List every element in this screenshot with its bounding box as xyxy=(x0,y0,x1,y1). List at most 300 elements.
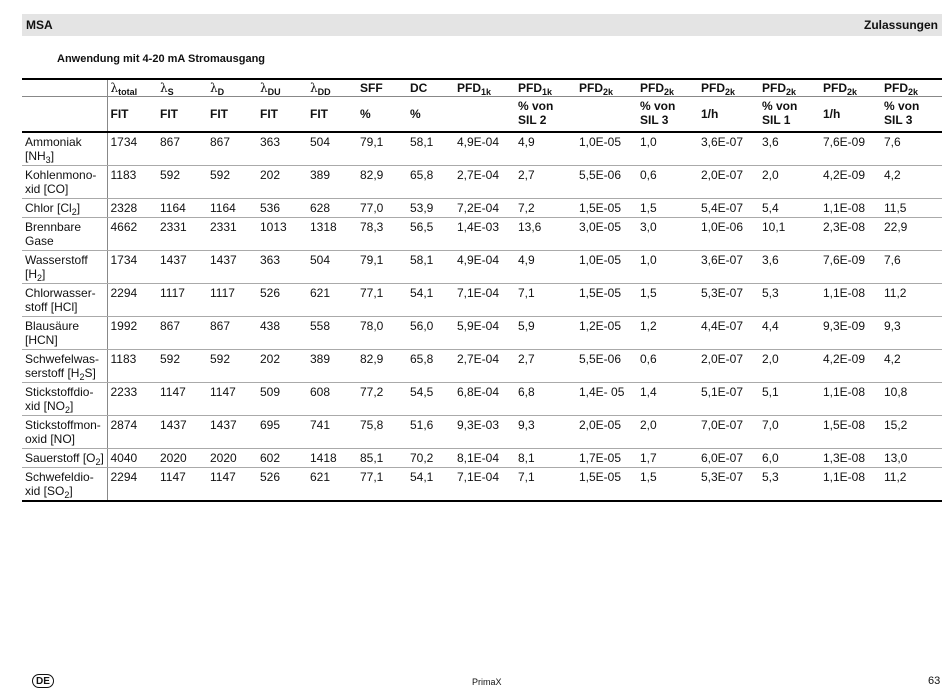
value-cell: 3,6 xyxy=(759,251,820,284)
value-cell: 1,1E-08 xyxy=(820,468,881,502)
gas-name-text: [HCN] xyxy=(25,333,58,347)
header-main-text: SFF xyxy=(360,81,383,95)
value-cell: 1,2 xyxy=(637,317,698,350)
value-cell: 9,3 xyxy=(881,317,942,350)
value-cell: 77,0 xyxy=(357,199,407,218)
value-cell: 5,5E-06 xyxy=(576,350,637,383)
formula-subscript: 2 xyxy=(79,372,85,382)
value-cell: 621 xyxy=(307,284,357,317)
gas-name-line xyxy=(25,484,106,498)
value-cell: 363 xyxy=(257,251,307,284)
header-cell-quantity xyxy=(307,79,357,97)
unit-line-1: 1/h xyxy=(823,107,841,121)
value-cell: 1437 xyxy=(207,251,257,284)
gas-name-cell xyxy=(22,166,107,199)
header-subscript: 2k xyxy=(786,87,797,97)
gas-name-cell xyxy=(22,199,107,218)
unit-line-1: % von xyxy=(762,99,798,113)
value-cell: 1183 xyxy=(107,166,157,199)
unit-line-1: FIT xyxy=(310,107,328,121)
value-cell: 7,6 xyxy=(881,251,942,284)
value-cell: 85,1 xyxy=(357,449,407,468)
value-cell: 1418 xyxy=(307,449,357,468)
value-cell: 78,3 xyxy=(357,218,407,251)
header-cell-quantity xyxy=(576,79,637,97)
formula-subscript: 2 xyxy=(64,490,70,500)
header-subscript: 2k xyxy=(725,87,736,97)
value-cell: 592 xyxy=(207,350,257,383)
value-cell: 4,2E-09 xyxy=(820,350,881,383)
unit-line-1: % xyxy=(360,107,371,121)
gas-name-line xyxy=(25,201,106,215)
gas-name-cell xyxy=(22,284,107,317)
header-main-text: PFD xyxy=(884,81,908,95)
value-cell: 1,4 xyxy=(637,383,698,416)
unit-line-2: SIL 1 xyxy=(762,113,791,127)
table-row xyxy=(22,199,942,218)
header-cell-quantity xyxy=(698,79,759,97)
gas-name-line xyxy=(25,149,106,163)
gas-name-line xyxy=(25,432,106,446)
value-cell: 2020 xyxy=(157,449,207,468)
header-cell-unit xyxy=(820,97,881,133)
value-cell: 4,4E-07 xyxy=(698,317,759,350)
value-cell: 6,8 xyxy=(515,383,576,416)
gas-name-text: Ammoniak xyxy=(25,135,82,149)
header-cell-quantity xyxy=(454,79,515,97)
value-cell: 5,1E-07 xyxy=(698,383,759,416)
value-cell: 7,2E-04 xyxy=(454,199,515,218)
header-subscript: DD xyxy=(317,87,331,97)
value-cell: 1,2E-05 xyxy=(576,317,637,350)
value-cell: 3,6E-07 xyxy=(698,251,759,284)
gas-name-cell xyxy=(22,468,107,502)
unit-line-1: % von xyxy=(884,99,920,113)
gas-name-text: Schwefeldio- xyxy=(25,470,94,484)
value-cell: 54,1 xyxy=(407,468,454,502)
header-cell-quantity xyxy=(257,79,307,97)
value-cell: 5,3 xyxy=(759,284,820,317)
formula-subscript: 2 xyxy=(71,207,77,217)
gas-name-text: xid [SO xyxy=(25,484,65,498)
unit-line-1: % von xyxy=(518,99,554,113)
gas-name-text: xid [CO] xyxy=(25,182,69,196)
header-cell-unit xyxy=(407,97,454,133)
value-cell: 7,0E-07 xyxy=(698,416,759,449)
value-cell: 7,1 xyxy=(515,468,576,502)
value-cell: 1147 xyxy=(157,383,207,416)
gas-name-line xyxy=(25,333,106,347)
gas-name-line xyxy=(25,470,106,484)
value-cell: 58,1 xyxy=(407,132,454,166)
header-main-text: DC xyxy=(410,81,428,95)
gas-name-cell xyxy=(22,449,107,468)
gas-name-line xyxy=(25,135,106,149)
gas-name-cell xyxy=(22,416,107,449)
formula-suffix: ] xyxy=(69,484,73,498)
value-cell: 0,6 xyxy=(637,166,698,199)
value-cell: 5,4 xyxy=(759,199,820,218)
unit-line-1: FIT xyxy=(160,107,178,121)
value-cell: 3,6E-07 xyxy=(698,132,759,166)
header-main-text: PFD xyxy=(823,81,847,95)
value-cell: 2,7E-04 xyxy=(454,166,515,199)
value-cell: 5,4E-07 xyxy=(698,199,759,218)
value-cell: 2328 xyxy=(107,199,157,218)
value-cell: 2,0E-07 xyxy=(698,166,759,199)
formula-suffix: S] xyxy=(84,366,96,380)
gas-name-cell xyxy=(22,218,107,251)
header-main-text: PFD xyxy=(701,81,725,95)
gas-name-line xyxy=(25,352,106,366)
unit-line-1: FIT xyxy=(260,107,278,121)
value-cell: 202 xyxy=(257,166,307,199)
value-cell: 592 xyxy=(157,166,207,199)
unit-line-1: FIT xyxy=(110,107,129,121)
value-cell: 1183 xyxy=(107,350,157,383)
header-cell-unit xyxy=(207,97,257,133)
header-subscript: D xyxy=(217,87,225,97)
value-cell: 741 xyxy=(307,416,357,449)
value-cell: 1,1E-08 xyxy=(820,284,881,317)
formula-suffix: ] xyxy=(100,451,104,465)
header-cell-quantity xyxy=(207,79,257,97)
value-cell: 4,9E-04 xyxy=(454,132,515,166)
value-cell: 5,3E-07 xyxy=(698,284,759,317)
value-cell: 867 xyxy=(207,317,257,350)
gas-name-text: Gase xyxy=(25,234,54,248)
gas-name-text: Stickstoffdio- xyxy=(25,385,94,399)
value-cell: 51,6 xyxy=(407,416,454,449)
table-row xyxy=(22,251,942,284)
gas-name-cell xyxy=(22,350,107,383)
gas-name-text: [NH xyxy=(25,149,46,163)
value-cell: 2,3E-08 xyxy=(820,218,881,251)
unit-line-2: SIL 3 xyxy=(884,113,913,127)
gas-name-text: Chlor [Cl xyxy=(25,201,72,215)
table-row xyxy=(22,449,942,468)
value-cell: 7,6E-09 xyxy=(820,251,881,284)
value-cell: 1734 xyxy=(107,132,157,166)
value-cell: 526 xyxy=(257,468,307,502)
gas-name-text: stoff [HCl] xyxy=(25,300,78,314)
chapter-label: Zulassungen xyxy=(863,18,938,32)
unit-line-2: SIL 3 xyxy=(640,113,669,127)
gas-name-line xyxy=(25,300,106,314)
table-row xyxy=(22,383,942,416)
gas-name-text: Chlorwasser- xyxy=(25,286,96,300)
value-cell: 7,1E-04 xyxy=(454,284,515,317)
gas-name-line xyxy=(25,451,106,465)
value-cell: 5,3 xyxy=(759,468,820,502)
value-cell: 2331 xyxy=(157,218,207,251)
value-cell: 11,2 xyxy=(881,468,942,502)
gas-name-text: oxid [NO] xyxy=(25,432,76,446)
header-main-text: λ xyxy=(110,81,119,95)
value-cell: 1318 xyxy=(307,218,357,251)
value-cell: 77,1 xyxy=(357,284,407,317)
value-cell: 79,1 xyxy=(357,251,407,284)
gas-name-line xyxy=(25,168,106,182)
value-cell: 2294 xyxy=(107,468,157,502)
header-subscript: 1k xyxy=(542,87,553,97)
value-cell: 621 xyxy=(307,468,357,502)
header-cell-quantity xyxy=(637,79,698,97)
value-cell: 608 xyxy=(307,383,357,416)
value-cell: 9,3 xyxy=(515,416,576,449)
gas-name-line xyxy=(25,267,106,281)
header-main-text: PFD xyxy=(518,81,542,95)
approval-data-table xyxy=(22,78,942,502)
value-cell: 558 xyxy=(307,317,357,350)
header-main-text: PFD xyxy=(762,81,786,95)
value-cell: 628 xyxy=(307,199,357,218)
value-cell: 1,5 xyxy=(637,199,698,218)
table-row xyxy=(22,166,942,199)
gas-name-text: serstoff [H xyxy=(25,366,80,380)
gas-name-line xyxy=(25,399,106,413)
value-cell: 7,2 xyxy=(515,199,576,218)
gas-name-line xyxy=(25,319,106,333)
product-name: PrimaX xyxy=(472,677,502,687)
gas-name-text: Kohlenmono- xyxy=(25,168,97,182)
value-cell: 4,2 xyxy=(881,350,942,383)
value-cell: 5,9E-04 xyxy=(454,317,515,350)
value-cell: 438 xyxy=(257,317,307,350)
header-main-text: λ xyxy=(260,81,268,95)
value-cell: 1,1E-08 xyxy=(820,199,881,218)
formula-subscript: 2 xyxy=(65,405,71,415)
value-cell: 1437 xyxy=(157,251,207,284)
value-cell: 1437 xyxy=(207,416,257,449)
gas-name-text: xid [NO xyxy=(25,399,66,413)
header-row-quantities xyxy=(22,79,942,97)
value-cell: 54,1 xyxy=(407,284,454,317)
formula-suffix: ] xyxy=(42,267,46,281)
gas-name-text: Blausäure xyxy=(25,319,80,333)
value-cell: 22,9 xyxy=(881,218,942,251)
value-cell: 8,1 xyxy=(515,449,576,468)
gas-name-line xyxy=(25,286,106,300)
header-cell-quantity xyxy=(515,79,576,97)
value-cell: 5,1 xyxy=(759,383,820,416)
value-cell: 695 xyxy=(257,416,307,449)
value-cell: 202 xyxy=(257,350,307,383)
value-cell: 867 xyxy=(157,317,207,350)
value-cell: 2,0E-07 xyxy=(698,350,759,383)
value-cell: 77,1 xyxy=(357,468,407,502)
value-cell: 4040 xyxy=(107,449,157,468)
gas-name-cell xyxy=(22,317,107,350)
value-cell: 10,8 xyxy=(881,383,942,416)
gas-name-line xyxy=(25,182,106,196)
value-cell: 58,1 xyxy=(407,251,454,284)
value-cell: 7,6 xyxy=(881,132,942,166)
value-cell: 4662 xyxy=(107,218,157,251)
language-badge: DE xyxy=(32,674,54,688)
value-cell: 6,0 xyxy=(759,449,820,468)
table-head xyxy=(22,79,942,132)
value-cell: 3,6 xyxy=(759,132,820,166)
table-body xyxy=(22,132,942,501)
value-cell: 5,9 xyxy=(515,317,576,350)
value-cell: 1,7 xyxy=(637,449,698,468)
value-cell: 536 xyxy=(257,199,307,218)
value-cell: 1147 xyxy=(207,468,257,502)
header-subscript: DU xyxy=(267,87,281,97)
value-cell: 867 xyxy=(157,132,207,166)
value-cell: 7,1 xyxy=(515,284,576,317)
value-cell: 1992 xyxy=(107,317,157,350)
unit-line-1: 1/h xyxy=(701,107,719,121)
value-cell: 1,5 xyxy=(637,284,698,317)
header-cell-unit xyxy=(454,97,515,133)
gas-name-text: Schwefelwas- xyxy=(25,352,100,366)
header-cell-quantity xyxy=(107,79,157,97)
value-cell: 70,2 xyxy=(407,449,454,468)
value-cell: 2233 xyxy=(107,383,157,416)
value-cell: 6,0E-07 xyxy=(698,449,759,468)
table-row xyxy=(22,468,942,502)
value-cell: 8,1E-04 xyxy=(454,449,515,468)
header-cell-quantity xyxy=(881,79,942,97)
value-cell: 56,0 xyxy=(407,317,454,350)
value-cell: 54,5 xyxy=(407,383,454,416)
header-subscript: 1k xyxy=(481,87,492,97)
gas-name-line xyxy=(25,234,106,248)
header-main-text: PFD xyxy=(640,81,664,95)
value-cell: 1,3E-08 xyxy=(820,449,881,468)
value-cell: 1,5E-05 xyxy=(576,284,637,317)
value-cell: 2,0 xyxy=(759,350,820,383)
value-cell: 509 xyxy=(257,383,307,416)
value-cell: 4,9E-04 xyxy=(454,251,515,284)
value-cell: 4,9 xyxy=(515,132,576,166)
header-subscript: S xyxy=(167,87,174,97)
header-subscript: 2k xyxy=(603,87,614,97)
header-cell-quantity xyxy=(820,79,881,97)
value-cell: 1,0 xyxy=(637,251,698,284)
value-cell: 1734 xyxy=(107,251,157,284)
header-main-text: λ xyxy=(210,81,218,95)
value-cell: 1117 xyxy=(207,284,257,317)
gas-name-line xyxy=(25,366,106,380)
value-cell: 2294 xyxy=(107,284,157,317)
header-cell-unit xyxy=(157,97,207,133)
header-cell-unit xyxy=(515,97,576,133)
value-cell: 1,4E-03 xyxy=(454,218,515,251)
unit-line-2: SIL 2 xyxy=(518,113,547,127)
value-cell: 79,1 xyxy=(357,132,407,166)
formula-suffix: ] xyxy=(70,399,74,413)
value-cell: 4,2 xyxy=(881,166,942,199)
value-cell: 1,1E-08 xyxy=(820,383,881,416)
header-cell-unit xyxy=(107,97,157,133)
value-cell: 1,7E-05 xyxy=(576,449,637,468)
formula-subscript: 2 xyxy=(37,273,43,283)
header-cell-quantity xyxy=(407,79,454,97)
value-cell: 13,0 xyxy=(881,449,942,468)
brand-label: MSA xyxy=(26,18,53,32)
header-main-text: PFD xyxy=(579,81,603,95)
value-cell: 13,6 xyxy=(515,218,576,251)
header-cell-unit xyxy=(257,97,307,133)
header-main-text: PFD xyxy=(457,81,481,95)
value-cell: 9,3E-03 xyxy=(454,416,515,449)
header-cell-unit xyxy=(637,97,698,133)
gas-name-cell xyxy=(22,132,107,166)
gas-name-text: Wasserstoff xyxy=(25,253,88,267)
value-cell: 82,9 xyxy=(357,166,407,199)
value-cell: 65,8 xyxy=(407,166,454,199)
formula-suffix: ] xyxy=(76,201,81,215)
formula-suffix: ] xyxy=(50,149,55,163)
value-cell: 1,5E-08 xyxy=(820,416,881,449)
page-number: 63 xyxy=(928,675,941,687)
value-cell: 1,0E-06 xyxy=(698,218,759,251)
value-cell: 1,5E-05 xyxy=(576,468,637,502)
value-cell: 4,9 xyxy=(515,251,576,284)
value-cell: 11,2 xyxy=(881,284,942,317)
value-cell: 2,7E-04 xyxy=(454,350,515,383)
table-row xyxy=(22,317,942,350)
value-cell: 1,0 xyxy=(637,132,698,166)
value-cell: 4,4 xyxy=(759,317,820,350)
value-cell: 867 xyxy=(207,132,257,166)
header-cell-unit xyxy=(357,97,407,133)
value-cell: 2,0 xyxy=(759,166,820,199)
value-cell: 2,7 xyxy=(515,350,576,383)
header-cell-unit xyxy=(307,97,357,133)
value-cell: 1147 xyxy=(157,468,207,502)
value-cell: 1,0E-05 xyxy=(576,132,637,166)
value-cell: 2874 xyxy=(107,416,157,449)
value-cell: 5,3E-07 xyxy=(698,468,759,502)
value-cell: 2,0E-05 xyxy=(576,416,637,449)
value-cell: 592 xyxy=(207,166,257,199)
gas-name-line xyxy=(25,253,106,267)
value-cell: 82,9 xyxy=(357,350,407,383)
value-cell: 1,5E-05 xyxy=(576,199,637,218)
gas-name-line xyxy=(25,220,106,234)
header-cell-quantity xyxy=(759,79,820,97)
value-cell: 53,9 xyxy=(407,199,454,218)
value-cell: 592 xyxy=(157,350,207,383)
value-cell: 0,6 xyxy=(637,350,698,383)
value-cell: 11,5 xyxy=(881,199,942,218)
value-cell: 363 xyxy=(257,132,307,166)
formula-subscript: 3 xyxy=(45,155,51,165)
value-cell: 1013 xyxy=(257,218,307,251)
value-cell: 1164 xyxy=(207,199,257,218)
value-cell: 4,2E-09 xyxy=(820,166,881,199)
value-cell: 10,1 xyxy=(759,218,820,251)
unit-line-1: % xyxy=(410,107,421,121)
value-cell: 2,0 xyxy=(637,416,698,449)
header-cell-unit xyxy=(759,97,820,133)
value-cell: 3,0E-05 xyxy=(576,218,637,251)
header-cell-quantity xyxy=(22,79,107,97)
value-cell: 2,7 xyxy=(515,166,576,199)
value-cell: 1,0E-05 xyxy=(576,251,637,284)
unit-line-1: % von xyxy=(640,99,676,113)
header-main-text: λ xyxy=(310,81,318,95)
header-cell-unit xyxy=(881,97,942,133)
gas-name-text: Sauerstoff [O xyxy=(25,451,96,465)
value-cell: 1164 xyxy=(157,199,207,218)
value-cell: 504 xyxy=(307,132,357,166)
value-cell: 56,5 xyxy=(407,218,454,251)
